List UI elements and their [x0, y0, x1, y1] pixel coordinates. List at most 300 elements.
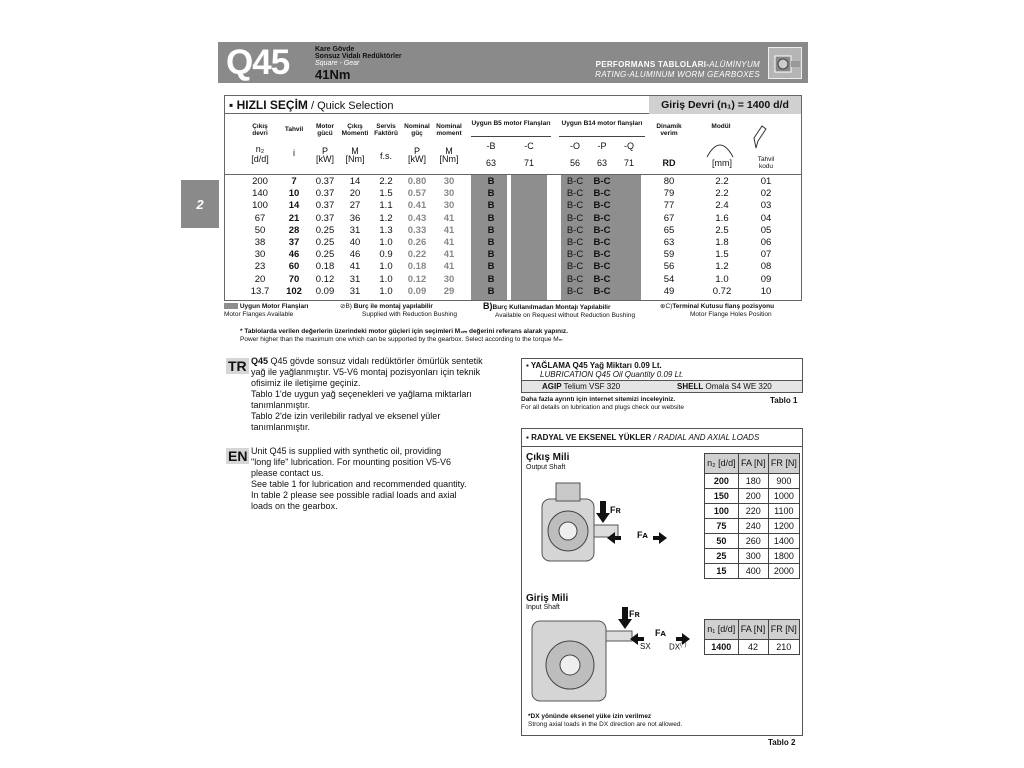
table-cell: B-C — [566, 224, 584, 236]
table-cell: 2.4 — [715, 200, 729, 212]
table-cell: 02 — [760, 188, 772, 200]
table-cell: 30 — [443, 188, 455, 200]
table-cell: B — [487, 285, 495, 297]
table-cell: B-C — [593, 285, 611, 297]
table-cell: B — [487, 261, 495, 273]
performance-heading — [595, 60, 760, 80]
unit-pm: P — [321, 146, 328, 156]
legend-3a: Burç Kullanılmadan Montajı Yapılabilir — [492, 304, 611, 311]
crosshair-icon: ⊕C) — [660, 303, 673, 310]
table-cell: 25 — [705, 549, 739, 564]
table-cell: 06 — [760, 237, 772, 248]
table-cell: 0.12 — [407, 273, 427, 285]
b14-sub-q: -Q — [624, 141, 634, 151]
table-cell: 59 — [663, 249, 675, 261]
gearbox-logo-icon — [768, 47, 802, 79]
table-cell: 41 — [349, 261, 361, 273]
table-cell: 65 — [663, 224, 675, 236]
table-cell: B — [487, 249, 495, 261]
en-badge: EN — [228, 448, 248, 464]
table-cell: 0.09 — [407, 285, 427, 297]
fr-arrow-icon — [596, 501, 610, 528]
fr-label-in: Fʀ — [629, 609, 640, 619]
table-cell: 0.33 — [407, 224, 427, 236]
table-cell: 1.0 — [379, 237, 393, 248]
perf-tr-b: ALÜMİNYUM — [709, 60, 760, 69]
table-cell: 210 — [768, 640, 799, 655]
table-cell: B-C — [593, 212, 611, 224]
table-row — [225, 225, 801, 237]
lube-title-block: ▪ YAĞLAMA Q45 Yağ Miktarı 0.09 Lt. LUBRICATION Q45 Oil Quantity 0.09 Lt. — [526, 361, 684, 379]
title-en: / Quick Selection — [307, 100, 394, 112]
table-cell: 180 — [738, 474, 768, 489]
subtitle-line-1: Kare Gövde — [315, 46, 355, 53]
fa-label-in: Fᴀ — [655, 628, 666, 638]
table-cell: 1.0 — [715, 273, 729, 285]
table-cell: 30 — [443, 200, 455, 212]
table-cell: 75 — [705, 519, 739, 534]
tr-line: Q45 Q45 gövde sonsuz vidalı redüktörler ömürlük sentetik — [251, 356, 483, 366]
grey-swatch — [224, 303, 238, 309]
b5-sub-c: -C — [524, 141, 534, 151]
table-cell: 41 — [443, 224, 455, 236]
fr-label-out: Fʀ — [610, 505, 621, 515]
table-cell: 400 — [738, 564, 768, 579]
table-cell: 14 — [288, 200, 300, 212]
table-cell: 56 — [663, 261, 675, 273]
hdr-nominal-moment: Nominal moment — [436, 123, 462, 137]
table-cell: 80 — [663, 176, 675, 187]
table-cell: B-C — [593, 237, 611, 248]
chapter-tab: 2 — [181, 180, 219, 228]
b5-iec-63: 63 — [485, 158, 496, 168]
dx-label — [669, 642, 686, 652]
table-cell: 2.5 — [715, 224, 729, 236]
torque-rating: 41Nm — [315, 67, 351, 82]
table-row — [225, 213, 801, 225]
table-cell: 1.8 — [715, 237, 729, 248]
en-text — [251, 446, 511, 512]
tr-line-0: Q45 gövde sonsuz vidalı redüktörler ömürlük sentetik — [270, 356, 483, 366]
table-cell: 0.12 — [315, 273, 335, 285]
dx-star: (*) — [680, 642, 687, 648]
table-cell: 0.18 — [315, 261, 335, 273]
title-tr: HIZLI SEÇİM — [236, 98, 308, 112]
legend-2a: Burç ile montaj yapılabilir — [353, 303, 433, 310]
table-cell: B — [487, 224, 495, 236]
shell-oil: Omala S4 WE 320 — [705, 382, 772, 391]
table-cell: 1800 — [768, 549, 799, 564]
table-cell: 2.2 — [715, 188, 729, 200]
table-cell: 1100 — [768, 504, 799, 519]
table-cell: 100 — [705, 504, 739, 519]
table-cell: 30 — [443, 273, 455, 285]
table-row — [225, 261, 801, 273]
table-cell: 0.25 — [315, 237, 335, 248]
table-cell: 09 — [760, 273, 772, 285]
sx-label: SX — [640, 642, 651, 651]
dx-text: DX — [669, 642, 681, 652]
table-cell: 0.25 — [315, 224, 335, 236]
perf-tr-a: PERFORMANS TABLOLARI- — [595, 60, 710, 69]
table-row — [225, 200, 801, 212]
loads-panel — [521, 428, 803, 736]
table-cell: 31 — [349, 285, 361, 297]
table-cell: B — [487, 188, 495, 200]
table-cell: 36 — [349, 212, 361, 224]
table-cell: 2.2 — [379, 176, 393, 187]
quick-selection-title: ▪ HIZLI SEÇİM / Quick Selection — [229, 98, 394, 112]
pen-icon — [752, 124, 768, 155]
b5-sub-b: -B — [486, 141, 496, 151]
table-cell: 54 — [663, 273, 675, 285]
input-loads-table — [704, 619, 800, 655]
lube-note-tr: Daha fazla ayrıntı için internet sitemizi inceleyiniz. — [521, 396, 676, 403]
table-cell: B-C — [593, 200, 611, 212]
b14-iec-63: 63 — [596, 158, 607, 168]
hdr-dynamic-efficiency: Dinamik verim — [656, 123, 682, 137]
legend-flanges — [224, 303, 308, 318]
table-cell: 100 — [252, 200, 268, 212]
b14-sub-p: -P — [597, 141, 607, 151]
output-shaft-diagram — [536, 481, 676, 576]
lube-note — [521, 396, 684, 411]
table-cell: 41 — [443, 249, 455, 261]
table-cell: 41 — [443, 261, 455, 273]
quick-selection-titlebar — [225, 96, 801, 114]
table-cell: 1400 — [705, 640, 739, 655]
table-cell: 0.09 — [315, 285, 335, 297]
en-line-4: In table 2 please see possible radial loads and axial — [251, 490, 457, 500]
table-cell: 31 — [349, 273, 361, 285]
table-cell: 29 — [443, 285, 455, 297]
table-cell: 27 — [349, 200, 361, 212]
table-cell: 67 — [254, 212, 266, 224]
table-cell: 7 — [291, 176, 297, 187]
table-cell: 28 — [288, 224, 300, 236]
en-line-0: Unit Q45 is supplied with synthetic oil, providing — [251, 446, 442, 456]
table-cell: 1400 — [768, 534, 799, 549]
table-cell: 21 — [288, 212, 300, 224]
table-cell: 13.7 — [250, 285, 270, 297]
table-cell: 0.37 — [315, 176, 335, 187]
table-cell: 0.80 — [407, 176, 427, 187]
tr-text — [251, 356, 511, 433]
table-row — [225, 274, 801, 286]
table-cell: 0.41 — [407, 200, 427, 212]
table-cell: 0.72 — [712, 285, 732, 297]
table-cell: 220 — [738, 504, 768, 519]
table-cell: 40 — [349, 237, 361, 248]
legend-note — [240, 328, 568, 343]
unit-rd: RD — [662, 158, 676, 168]
table-cell: 30 — [254, 249, 266, 261]
unit-mm: [mm] — [712, 158, 732, 168]
unit-code: Tahvil kodu — [757, 156, 775, 170]
lube-title: YAĞLAMA Q45 Yağ Miktarı 0.09 Lt. — [530, 361, 662, 370]
table-cell: 900 — [768, 474, 799, 489]
table-row — [705, 640, 800, 655]
b14-sub-o: -O — [570, 141, 580, 151]
fa-label-out: Fᴀ — [637, 530, 648, 540]
subtitle-line-3: Square - Gear — [315, 60, 360, 67]
tr-line-6: tanımlanmıştır. — [251, 422, 311, 432]
table-cell: 50 — [254, 224, 266, 236]
table-cell: 77 — [663, 200, 675, 212]
table-cell: 0.43 — [407, 212, 427, 224]
unit-n2u: [d/d] — [251, 154, 269, 164]
table-cell: 1.3 — [379, 224, 393, 236]
table-cell: 41 — [443, 237, 455, 248]
legend-bushing — [340, 303, 457, 318]
lubrication-table — [521, 358, 803, 393]
lube-oils — [522, 380, 802, 392]
table-cell: 01 — [760, 176, 772, 187]
en-line-5: loads on the gearbox. — [251, 501, 338, 511]
table-cell: B-C — [593, 249, 611, 261]
table-cell: 31 — [349, 224, 361, 236]
agip-label: AGIP — [542, 382, 562, 391]
table-cell: 0.37 — [315, 212, 335, 224]
table-cell: B-C — [593, 224, 611, 236]
legend-4a: Terminal Kutusu flanş pozisyonu — [672, 303, 775, 310]
unit-pmu: [kW] — [316, 154, 334, 164]
table-cell: 240 — [738, 519, 768, 534]
tr-line-1: yağ ile yağlanmıştır. V5-V6 montaj pozisyonları için teknik — [251, 367, 481, 377]
table-cell: 1.5 — [715, 249, 729, 261]
table-row — [705, 564, 800, 579]
table-row — [705, 504, 800, 519]
loads-note-en: Strong axial loads in the DX direction are not allowed. — [528, 720, 683, 728]
table-cell: 03 — [760, 200, 772, 212]
in-head-fa: FA [N] — [738, 620, 768, 640]
legend-4b: Motor Flange Holes Position — [690, 310, 772, 318]
table-cell: 1.0 — [379, 273, 393, 285]
table-cell: B-C — [566, 261, 584, 273]
hdr-module: Modül — [711, 123, 731, 130]
table-cell: 70 — [288, 273, 300, 285]
en-line-3: See table 1 for lubrication and recommended quantity. — [251, 479, 467, 489]
table-cell: 1.0 — [379, 261, 393, 273]
input-shaft-subtitle: Input Shaft — [526, 604, 560, 611]
table-row — [225, 176, 801, 188]
input-speed-label: Giriş Devri (n₁) = 1400 d/d — [649, 96, 801, 114]
table-2-label: Tablo 2 — [768, 738, 796, 747]
table-cell: 1.5 — [379, 188, 393, 200]
table-cell: 0.57 — [407, 188, 427, 200]
table-cell: B-C — [593, 176, 611, 187]
b14-iec-56: 56 — [569, 158, 580, 168]
table-cell: B-C — [593, 273, 611, 285]
legend-1a: Uygun Motor Flanşları — [239, 303, 309, 310]
table-cell: B-C — [566, 176, 584, 187]
subtitle-line-2: Sonsuz Vidalı Redüktörler — [315, 53, 402, 60]
unit-m2u: [Nm] — [345, 154, 365, 164]
page-header-band — [218, 42, 808, 83]
table-1-label: Tablo 1 — [770, 396, 798, 405]
table-cell: B-C — [566, 273, 584, 285]
table-cell: 0.26 — [407, 237, 427, 248]
table-cell: B — [487, 212, 495, 224]
table-row — [705, 519, 800, 534]
table-cell: 20 — [254, 273, 266, 285]
table-cell: 20 — [349, 188, 361, 200]
table-cell: 0.9 — [379, 249, 393, 261]
legend-no-bushing: B)Burç Kullanılmadan Montajı Yapılabilir Available on Request without Reduction Bushing — [483, 301, 636, 319]
hdr-b14-flanges: Uygun B14 motor flanşları — [561, 120, 643, 127]
table-cell: 0.37 — [315, 188, 335, 200]
tr-line-5: Tablo 2'de izin verilebilir radyal ve eksenel yüler — [251, 411, 441, 421]
note-1: * Tablolarda verilen değerlerin üzerindeki motor güçleri için seçimleri M₂ₘ değerini referans alarak yapınız. — [240, 328, 568, 335]
table-row — [225, 249, 801, 261]
table-cell: B-C — [566, 249, 584, 261]
table-row — [705, 474, 800, 489]
table-cell: B — [487, 200, 495, 212]
table-cell: 23 — [254, 261, 266, 273]
agip-oil: Telium VSF 320 — [563, 382, 621, 391]
hdr-output-moment: Çıkış Momenti — [341, 123, 369, 137]
loads-title: ▪ RADYAL VE EKSENEL YÜKLER / RADIAL AND AXIAL LOADS — [526, 433, 760, 442]
table-cell: 60 — [288, 261, 300, 273]
b5-iec-71: 71 — [523, 158, 534, 168]
quick-selection-table — [224, 95, 802, 301]
table-cell: 1.2 — [715, 261, 729, 273]
legend-2b: Supplied with Reduction Bushing — [362, 310, 458, 318]
tr-line-3: Tablo 1'de uygun yağ seçenekleri ve yağlama miktarları — [251, 389, 472, 399]
en-line-1: "long life" lubrication. For mounting position V5-V6 — [251, 457, 451, 467]
table-cell: 15 — [705, 564, 739, 579]
output-shaft-subtitle: Output Shaft — [526, 464, 566, 471]
unit-m2: M — [351, 146, 359, 156]
unit-pn: P — [413, 146, 420, 156]
table-cell: B-C — [593, 188, 611, 200]
table-cell: 46 — [349, 249, 361, 261]
table-cell: B-C — [566, 212, 584, 224]
unit-mn: M — [445, 146, 453, 156]
table-cell: 49 — [663, 285, 675, 297]
table-cell: 0.25 — [315, 249, 335, 261]
table-cell: 38 — [254, 237, 266, 248]
table-cell: 41 — [443, 212, 455, 224]
unit-i: i — [293, 148, 295, 158]
table-cell: B-C — [593, 261, 611, 273]
unit-n2: n₂ — [255, 144, 265, 154]
table-row — [225, 188, 801, 200]
hdr-output-speed: Çıkış devri — [252, 123, 268, 137]
hdr-service-factor: Servis Faktörü — [374, 123, 398, 137]
loads-title-tr: RADYAL VE EKSENEL YÜKLER — [531, 433, 652, 442]
table-cell: 10 — [288, 188, 300, 200]
table-cell: B — [487, 237, 495, 248]
model-subtitle — [315, 46, 402, 67]
table-row — [225, 237, 801, 249]
unit-pnu: [kW] — [408, 154, 426, 164]
legend-terminal — [660, 303, 774, 318]
out-head-fa: FA [N] — [738, 454, 768, 474]
out-head-n2: n₂ [d/d] — [705, 454, 739, 474]
table-cell: 0.22 — [407, 249, 427, 261]
table-cell: 0.37 — [315, 200, 335, 212]
tr-line-2: ofisimiz ile iletişime geçiniz. — [251, 378, 361, 388]
table-cell: 37 — [288, 237, 300, 248]
table-cell: B-C — [566, 188, 584, 200]
hdr-b5-flanges: Uygun B5 motor Flanşları — [471, 120, 551, 127]
loads-note — [528, 713, 682, 728]
table-cell: 30 — [443, 176, 455, 187]
bushing-icon: ⊘B) — [340, 303, 352, 310]
hdr-nominal-power: Nominal güç — [404, 123, 430, 137]
b14-iec-71: 71 — [623, 158, 634, 168]
table-row — [705, 534, 800, 549]
hdr-ratio: Tahvil — [284, 126, 304, 133]
table-cell: 1.6 — [715, 212, 729, 224]
hdr-motor-power: Motor gücü — [315, 123, 335, 137]
table-cell: 50 — [705, 534, 739, 549]
en-line-2: please contact us. — [251, 468, 324, 478]
legend-1b: Motor Flanges Available — [224, 310, 294, 318]
quick-selection-rows — [225, 176, 801, 300]
shell-label: SHELL — [677, 382, 704, 391]
table-cell: 102 — [286, 285, 302, 297]
lube-note-en: For all details on lubrication and plugs check our website — [521, 403, 684, 411]
in-head-fr: FR [N] — [768, 620, 799, 640]
table-cell: B-C — [566, 237, 584, 248]
table-cell: 46 — [288, 249, 300, 261]
unit-mnu: [Nm] — [439, 154, 459, 164]
table-cell: 260 — [738, 534, 768, 549]
lube-title-en: LUBRICATION Q45 Oil Quantity 0.09 Lt. — [540, 370, 684, 379]
output-shaft-title: Çıkış Mili — [526, 452, 570, 463]
table-cell: 42 — [738, 640, 768, 655]
table-cell: 0.18 — [407, 261, 427, 273]
note-2: Power higher than the maximum one which can be supported by the gearbox. Select according to the torque Mₘ — [240, 335, 563, 343]
legend-3b: Available on Request without Reduction Bushing — [495, 311, 636, 319]
table-cell: 1000 — [768, 489, 799, 504]
table-cell: 05 — [760, 224, 772, 236]
table-row — [705, 489, 800, 504]
out-head-fr: FR [N] — [768, 454, 799, 474]
table-cell: 07 — [760, 249, 772, 261]
loads-note-tr: *DX yönünde eksenel yüke izin verilmez — [528, 713, 652, 720]
table-cell: 63 — [663, 237, 675, 248]
table-row — [225, 286, 801, 298]
table-cell: 1.2 — [379, 212, 393, 224]
unit-fs: f.s. — [379, 151, 392, 161]
perf-en: RATING-ALUMINUM WORM GEARBOXES — [595, 70, 760, 79]
tr-badge: TR — [228, 358, 247, 374]
table-cell: 10 — [760, 285, 772, 297]
table-cell: 150 — [705, 489, 739, 504]
loads-title-en: / RADIAL AND AXIAL LOADS — [651, 433, 760, 442]
table-cell: 79 — [663, 188, 675, 200]
table-cell: 2000 — [768, 564, 799, 579]
table-cell: 1200 — [768, 519, 799, 534]
table-cell: B-C — [566, 200, 584, 212]
table-cell: 200 — [705, 474, 739, 489]
table-cell: 1.0 — [379, 285, 393, 297]
table-cell: 200 — [738, 489, 768, 504]
table-cell: 08 — [760, 261, 772, 273]
model-title: Q45 — [226, 43, 290, 82]
table-cell: 04 — [760, 212, 772, 224]
tr-line-4: tanımlanmıştır. — [251, 400, 311, 410]
table-cell: 1.1 — [379, 200, 393, 212]
table-row — [705, 549, 800, 564]
table-cell: 67 — [663, 212, 675, 224]
table-cell: B-C — [566, 285, 584, 297]
table-cell: 2.2 — [715, 176, 729, 187]
input-shaft-title: Giriş Mili — [526, 593, 569, 604]
